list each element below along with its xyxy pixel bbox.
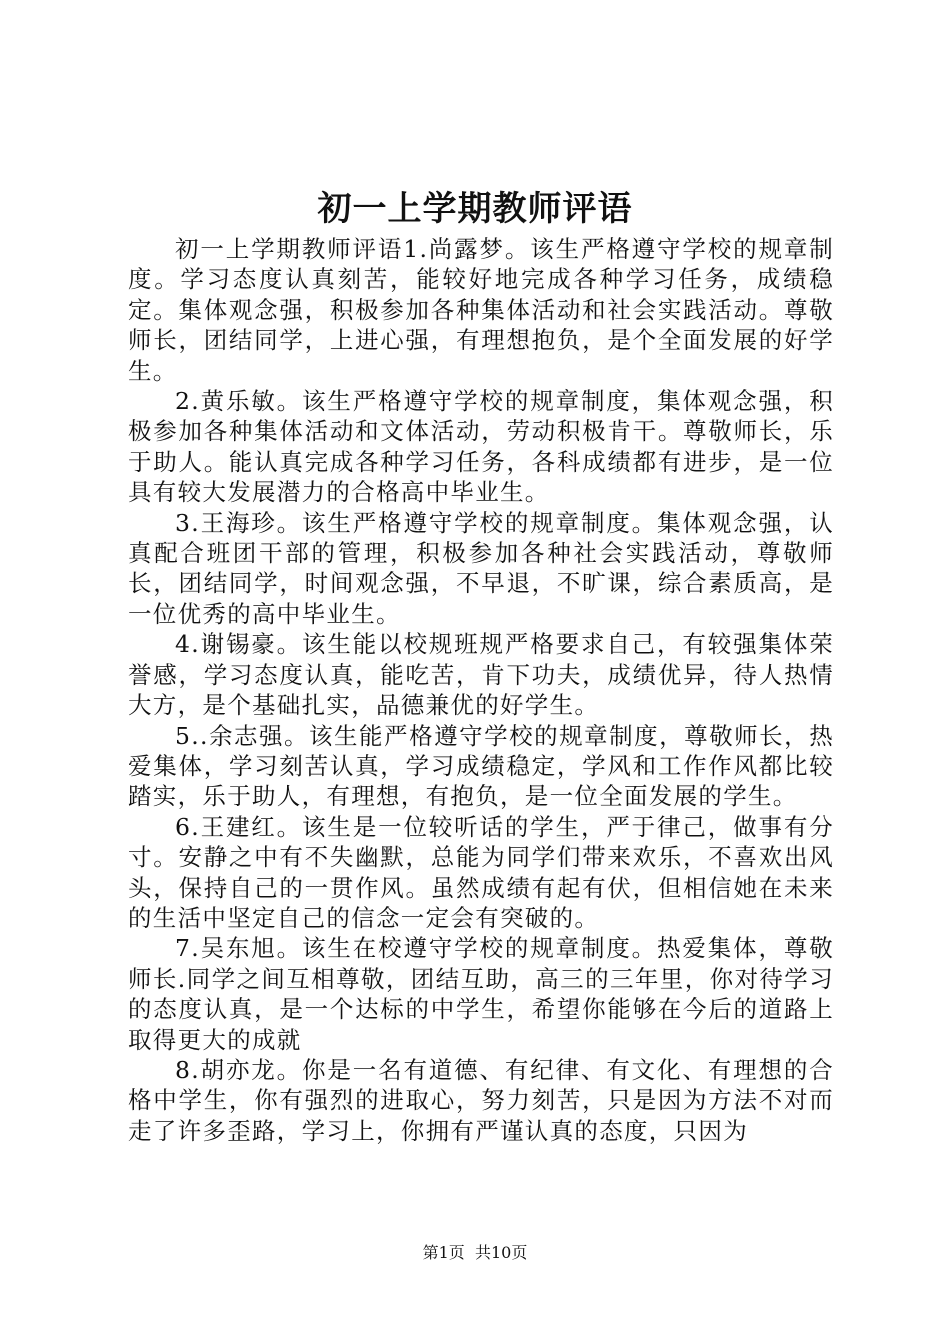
footer-gap	[465, 1243, 475, 1262]
paragraph-3: 3.王海珍。该生严格遵守学校的规章制度。集体观念强，认真配合班团干部的管理，积极参加各种社会实践活动，尊敬师长，团结同学，时间观念强，不早退，不旷课，综合素质高，是一位优秀的高中毕业生。	[128, 508, 834, 628]
paragraph-1: 初一上学期教师评语1.尚露梦。该生严格遵守学校的规章制度。学习态度认真刻苦，能较好地完成各种学习任务，成绩稳定。集体观念强，积极参加各种集体活动和社会实践活动。尊敬师长，团结同学，上进心强，有理想抱负，是个全面发展的好学生。	[128, 235, 834, 385]
paragraph-8: 8.胡亦龙。你是一名有道德、有纪律、有文化、有理想的合格中学生，你有强烈的进取心，努力刻苦，只是因为方法不对而走了许多歪路，学习上，你拥有严谨认真的态度，只因为	[128, 1055, 834, 1145]
page-number: 第1页	[422, 1243, 465, 1262]
page-footer	[0, 1241, 950, 1265]
document-title: 初一上学期教师评语	[317, 189, 633, 229]
document-body	[128, 234, 834, 1146]
page-total: 共10页	[474, 1243, 528, 1262]
paragraph-4: 4.谢锡豪。该生能以校规班规严格要求自己，有较强集体荣誉感，学习态度认真，能吃苦，肯下功夫，成绩优异，待人热情大方，是个基础扎实，品德兼优的好学生。	[128, 630, 834, 720]
paragraph-2: 2.黄乐敏。该生严格遵守学校的规章制度，集体观念强，积极参加各种集体活动和文体活动，劳动积极肯干。尊敬师长，乐于助人。能认真完成各种学习任务，各科成绩都有进步，是一位具有较大发展潜力的合格高中毕业生。	[128, 387, 834, 507]
paragraph-7: 7.吴东旭。该生在校遵守学校的规章制度。热爱集体，尊敬师长.同学之间互相尊敬，团结互助，高三的三年里，你对待学习的态度认真，是一个达标的中学生，希望你能够在今后的道路上取得更大的成就	[128, 934, 834, 1054]
paragraph-6: 6.王建红。该生是一位较听话的学生，严于律己，做事有分寸。安静之中有不失幽默，总能为同学们带来欢乐，不喜欢出风头，保持自己的一贯作风。虽然成绩有起有伏，但相信她在未来的生活中坚定自己的信念一定会有突破的。	[128, 812, 834, 932]
paragraph-5: 5..余志强。该生能严格遵守学校的规章制度，尊敬师长，热爱集体，学习刻苦认真，学习成绩稳定，学风和工作作风都比较踏实，乐于助人，有理想，有抱负，是一位全面发展的学生。	[128, 721, 834, 811]
